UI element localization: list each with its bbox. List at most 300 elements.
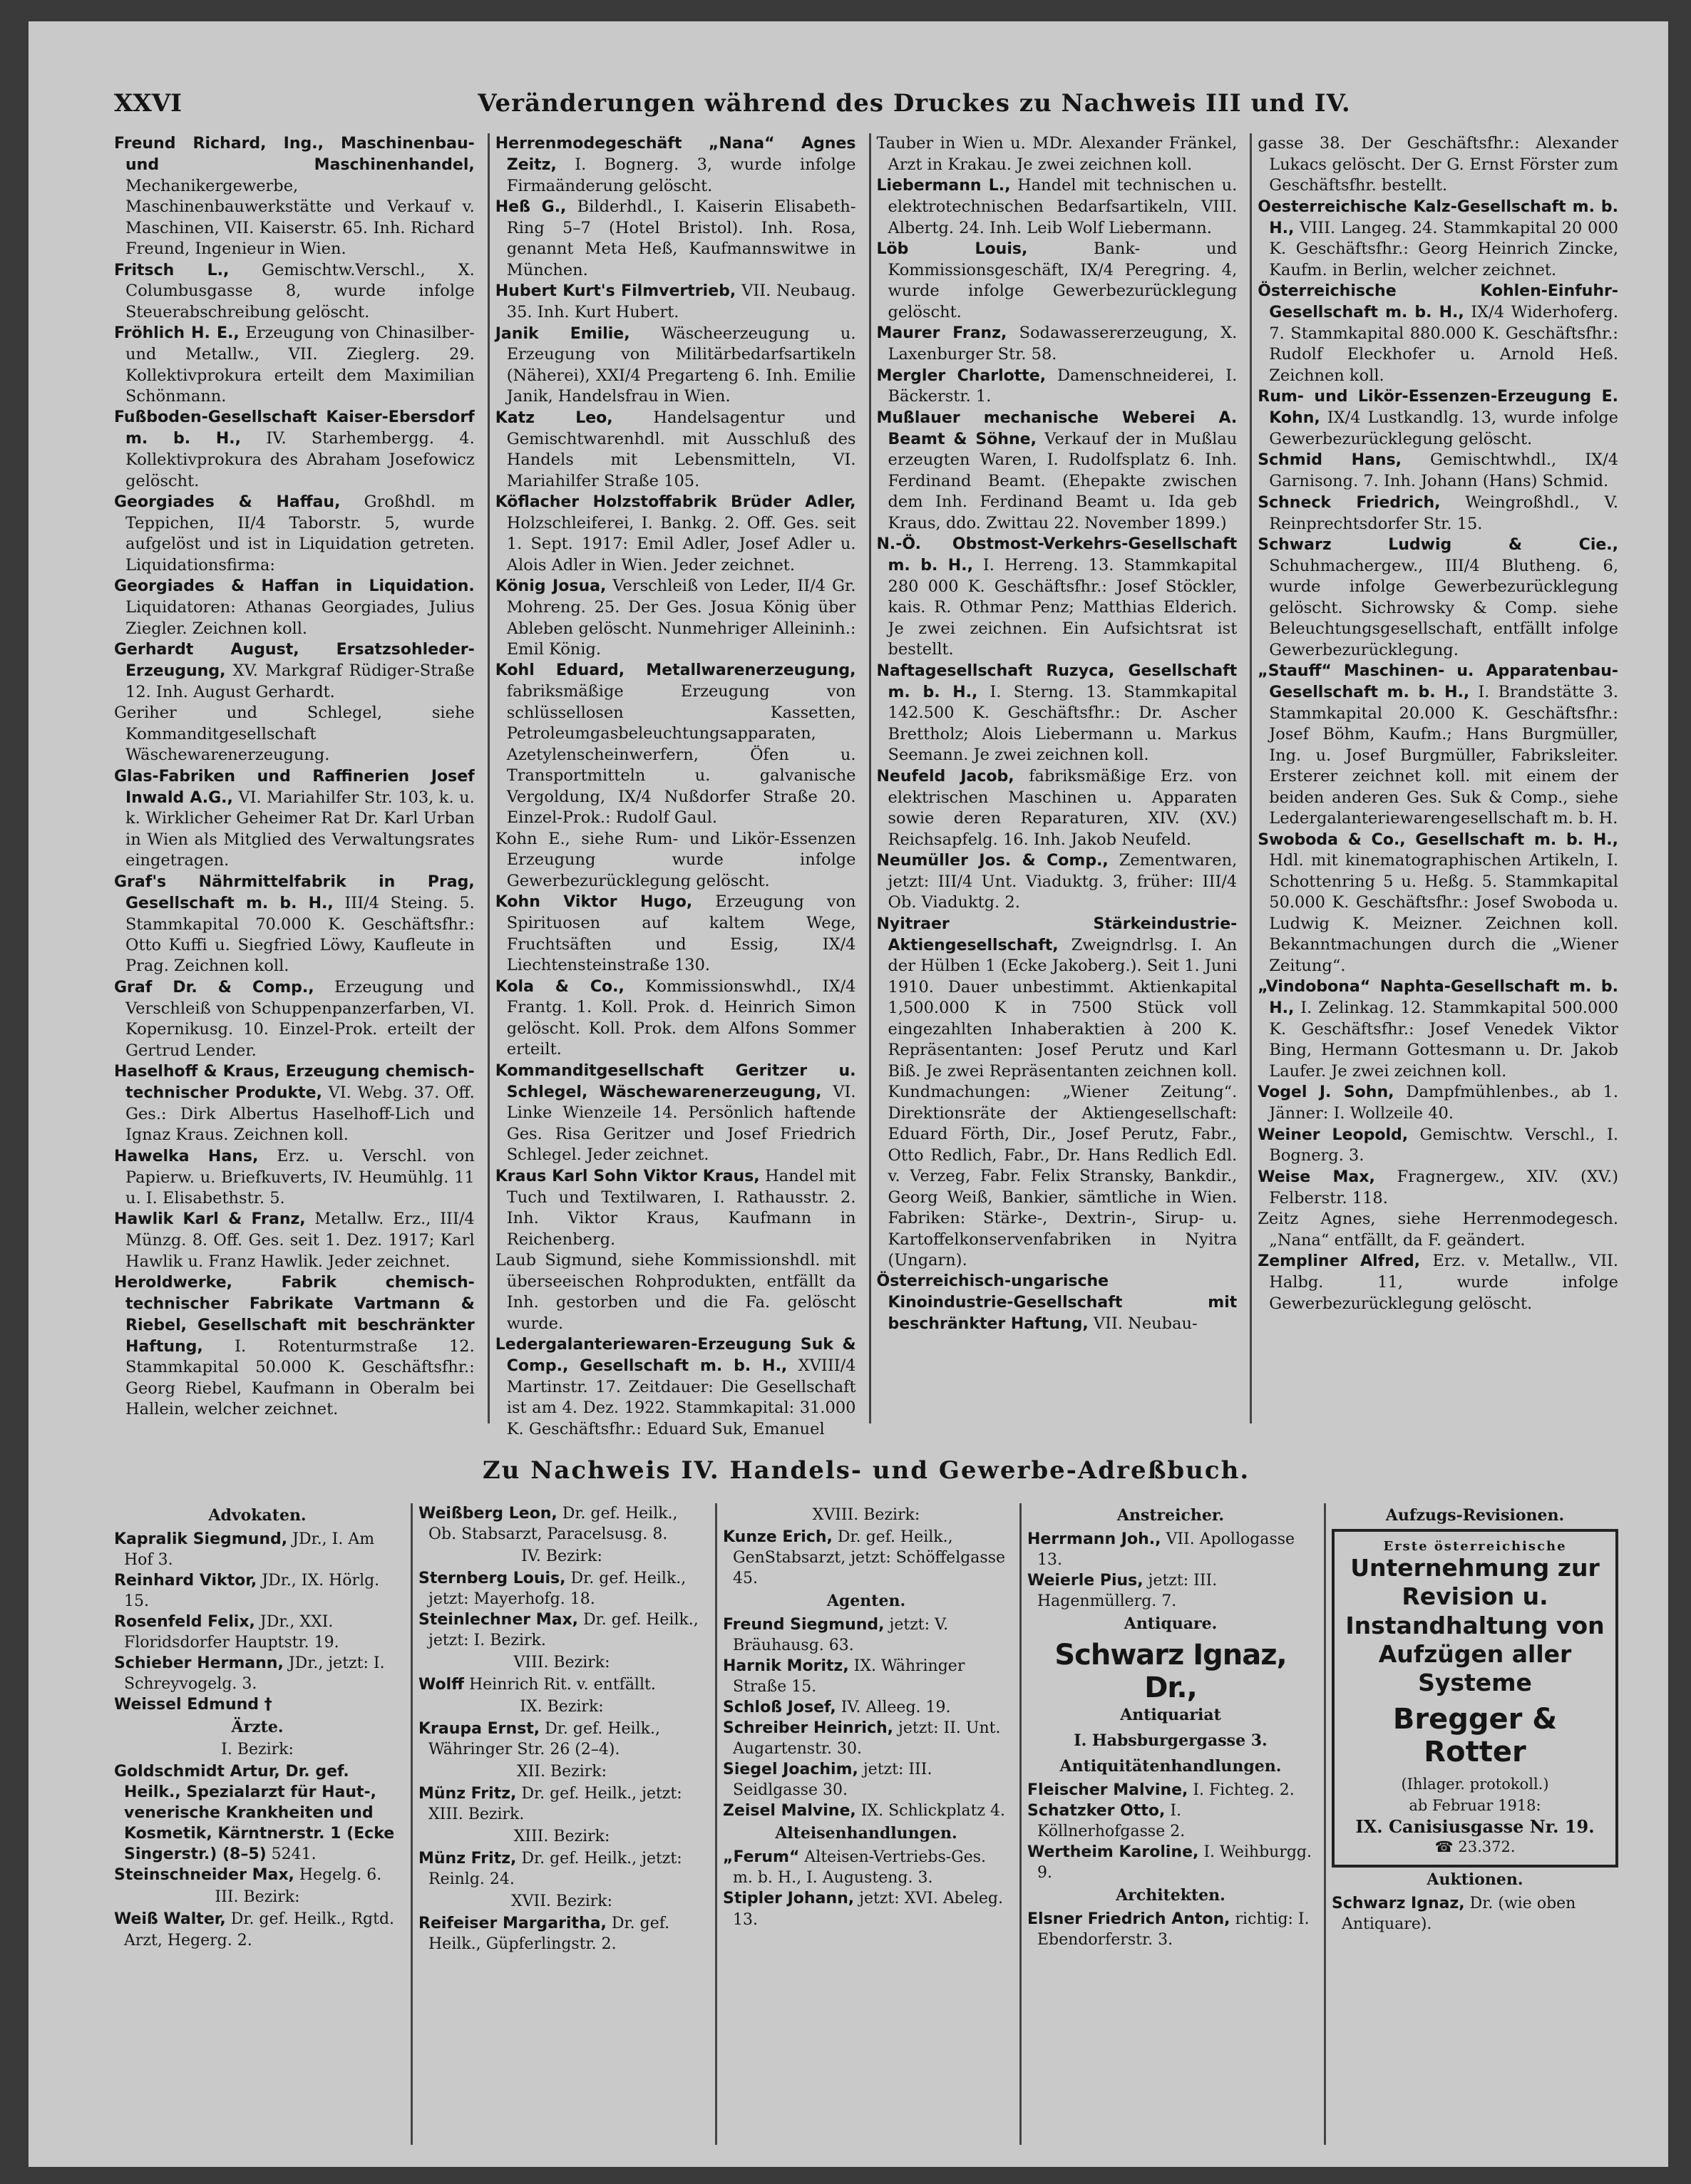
list-aerzte-top <box>418 1503 705 1545</box>
entry-name: Janik Emilie, <box>495 324 630 343</box>
list-entry <box>495 133 856 197</box>
bottom-column-4 <box>1019 1503 1314 2145</box>
entry-name: Weissel Edmund † <box>114 1696 272 1714</box>
entry-name: Herrenmodegeschäft „Nana“ Agnes Zeitz, <box>495 135 856 174</box>
entry-name: Schreiber Heinrich, <box>723 1719 894 1738</box>
heading-architekten: Architekten. <box>1116 1886 1225 1905</box>
list-alteisen <box>723 1847 1009 1930</box>
list-entry <box>723 1718 1009 1759</box>
list-entry <box>1258 1209 1618 1251</box>
entry-name: Zempliner Alfred, <box>1258 1252 1421 1271</box>
list-entry <box>877 323 1238 365</box>
entry-text: Gemischtwhdl., IX/4 Garnisong. 7. Inh. Johann (Hans) Schmid. <box>1269 450 1619 491</box>
running-header <box>114 89 1618 118</box>
entry-name: Hawlik Karl & Franz, <box>114 1210 306 1229</box>
list-entry <box>114 1146 475 1210</box>
entry-text: I. Zelinkag. 12. Stammkapital 500.000 K. Geschäftsfhr.: Josef Venedek Viktor Bing, Hermann Gottesmann u. Dr. Jakob Laufer. Je zwei zeichnen koll. <box>1269 999 1618 1081</box>
ad-note: (Ihlager. protokoll.) <box>1401 1776 1549 1793</box>
entry-text: fabriksmäßige Erz. von elektrischen Maschinen u. Apparaten sowie deren Reparaturen, XIV. (XV.) Reichsapfelg. 16. Inh. Jakob Neufeld. <box>888 766 1238 849</box>
entry-name: Glas-Fabriken und Raffinerien Josef Inwald A.G., <box>114 767 475 807</box>
entry-name: Kraupa Ernst, <box>418 1720 540 1739</box>
district-label: XVII. Bezirk: <box>511 1892 612 1911</box>
list-entry <box>495 1061 856 1166</box>
entry-name: Vogel J. Sohn, <box>1258 1083 1394 1102</box>
entry-text: JDr., XXI. Floridsdorfer Hauptstr. 19. <box>124 1613 339 1652</box>
list-entry <box>114 1865 401 1885</box>
entry-name: Heroldwerke, Fabrik chemisch-technischer Fabrikate Vartmann & Riebel, Gesellschaft mit beschränkter Haftung, <box>114 1274 475 1356</box>
list-entry <box>114 492 475 576</box>
list-entry <box>1027 1909 1314 1950</box>
list-entry <box>877 914 1238 1272</box>
entry-name: Georgiades & Haffau, <box>114 493 341 512</box>
entry-name: Kola & Co., <box>495 977 625 996</box>
list-entry <box>723 1759 1009 1801</box>
list-architekten <box>1027 1909 1314 1950</box>
entry-name: Herrmann Joh., <box>1027 1530 1161 1548</box>
entry-name: Mußlauer mechanische Weberei A. Beamt & Söhne, <box>876 408 1238 448</box>
list-entry <box>114 407 475 492</box>
ad-phone-number: 23.372. <box>1458 1838 1516 1856</box>
column-4 <box>1250 133 1618 1423</box>
entry-name: Heß G., <box>495 198 567 217</box>
district-groups <box>418 1547 705 1954</box>
heading-aerzte: Ärzte. <box>231 1718 284 1737</box>
entry-name: Rum- und Likör-Essenzen-Erzeugung E. Kohn, <box>1258 388 1618 428</box>
list-entry <box>723 1847 1009 1888</box>
column-1 <box>114 133 475 1423</box>
list-entry <box>1258 281 1618 386</box>
list-entry <box>495 660 856 828</box>
list-entry <box>1027 1801 1314 1842</box>
entry-text: Sodawassererzeugung, X. Laxenburger Str. 58. <box>888 324 1238 364</box>
entry-text: VI. Webg. 37. Off. Ges.: Dirk Albertus Haselhoff-Lich und Ignaz Kraus. Zeichnen koll. <box>125 1083 475 1145</box>
entry-name: Kunze Erich, <box>723 1528 833 1546</box>
entry-text: Handel mit Tuch und Textilwaren, I. Rathausstr. 2. Inh. Viktor Kraus, Kaufmann in Reichenberg. <box>506 1166 856 1249</box>
entry-text: Holzschleiferei, I. Bankg. 2. Off. Ges. seit 1. Sept. 1917: Emil Adler, Josef Adler u. Alois Adler in Wien. Jeder zeichnet. <box>506 513 856 575</box>
entry-text: VIII. Langeg. 24. Stammkapital 20 000 K. Geschäftsfhr.: Georg Heinrich Zincke, Kaufm. in Berlin, welcher zeichnet. <box>1269 218 1618 279</box>
list-entry <box>418 1913 705 1954</box>
entry-name: Elsner Friedrich Anton, <box>1027 1910 1230 1929</box>
list-entry <box>877 175 1238 239</box>
ad-firm: Bregger & Rotter <box>1392 1703 1558 1769</box>
list-aerzte-18 <box>723 1527 1009 1589</box>
entry-text: Liquidatoren: Athanas Georgiades, Julius Ziegler. Zeichnen koll. <box>125 598 475 638</box>
entry-text: Dr. gef. Heilk., jetzt: Reinlg. 24. <box>428 1850 682 1889</box>
entry-name: Goldschmidt Artur, Dr. gef. Heilk., Spezialarzt für Haut-, venerische Krankheiten und Kosmetik, Kärntnerstr. 1 (Ecke Singerstr.) (8–5) <box>114 1763 395 1864</box>
heading-antiquitaeten: Antiquitätenhandlungen. <box>1059 1757 1282 1776</box>
entry-text: Zementwaren, jetzt: III/4 Unt. Viaduktg. 3, früher: III/4 Ob. Viaduktg. 2. <box>888 851 1238 912</box>
entry-text: Kommissionswhdl., IX/4 Frantg. 1. Koll. Prok. d. Heinrich Simon gelöscht. Koll. Prok. dem Alfons Sommer erteilt. <box>506 977 856 1059</box>
entry-text: Erzeugung von Chinasilber- und Metallw., VII. Zieglerg. 29. Kollektivprokura erteilt dem Maximilian Schönmann. <box>125 324 475 406</box>
entry-name: König Josua, <box>495 577 607 596</box>
entry-text: Dr. gef. Heilk., Rgtd. Arzt, Hegerg. 2. <box>124 1910 395 1949</box>
entry-text: Handelsagentur und Gemischtwarenhdl. mit Ausschluß des Handels mit Lebensmitteln, VI. Mariahilfer Straße 105. <box>506 408 856 490</box>
list-entry <box>1258 661 1618 829</box>
list-entry <box>723 1656 1009 1697</box>
list-entry <box>495 1334 856 1440</box>
bottom-columns <box>114 1503 1618 2145</box>
list-entry <box>723 1527 1009 1589</box>
entry-text: Dr. gef. Heilk., Währinger Str. 26 (2–4). <box>428 1720 660 1759</box>
entry-name: Wolff <box>418 1676 464 1694</box>
list-entry <box>114 260 475 324</box>
entry-name: Freund Richard, Ing., Maschinenbau- und Maschinenhandel, <box>114 135 475 174</box>
entry-name: Schloß Josef, <box>723 1699 836 1717</box>
entry-name: Ledergalanteriewaren-Erzeugung Suk & Comp., Gesellschaft m. b. H., <box>495 1336 856 1376</box>
entry-name: Münz Fritz, <box>418 1850 517 1868</box>
entry-text: Zeitz Agnes, siehe Herrenmodegesch. „Nana“ entfällt, da F. geändert. <box>1258 1210 1618 1250</box>
list-entry <box>495 281 856 323</box>
entry-text: Weingroßhdl., V. Reinprechtsdorfer Str. 15. <box>1269 493 1618 533</box>
entry-text: III/4 Steing. 5. Stammkapital 70.000 K. Geschäftsfhr.: Otto Kuffi u. Siegfried Löwy, Kaufleute in Prag. Zeichnen koll. <box>125 893 475 976</box>
heading-agenten: Agenten. <box>826 1592 906 1611</box>
entry-name: Schwarz Ignaz, <box>1332 1895 1465 1913</box>
entry-text: Bank- und Kommissionsgeschäft, IX/4 Peregring. 4, wurde infolge Gewerbezurücklegung gelöscht. <box>888 239 1238 321</box>
entry-name: Kohl Eduard, Metallwarenerzeugung, <box>495 661 856 680</box>
bottom-column-3 <box>715 1503 1009 2145</box>
entry-text: IX/4 Widerhoferg. 7. Stammkapital 880.000 K. Geschäftsfhr.: Rudolf Eleckhofer u. Arnold Heß. Zeichnen koll. <box>1269 303 1618 385</box>
district-label: XIII. Bezirk: <box>513 1828 610 1846</box>
entry-text: Bilderhdl., I. Kaiserin Elisabeth-Ring 5–7 (Hotel Bristol). Inh. Rosa, genannt Meta Heß, Kaufmannswitwe in München. <box>506 197 856 279</box>
list-aerzte-1 <box>114 1761 401 1885</box>
list-entry <box>418 1674 705 1695</box>
entry-text: Dr. gef. Heilk., jetzt: XIII. Bezirk. <box>428 1785 682 1824</box>
list-entry <box>114 1570 401 1612</box>
heading-alteisen: Alteisenhandlungen. <box>775 1824 957 1843</box>
entry-name: Nyitraer Stärkeindustrie-Aktiengesellschaft, <box>876 915 1238 954</box>
entry-text: IX. Schlickplatz 4. <box>855 1802 1006 1820</box>
entry-name: Löb Louis, <box>876 240 1028 259</box>
list-entry <box>114 703 475 766</box>
entry-name: Oesterreichische Kalz-Gesellschaft m. b. H., <box>1258 197 1618 237</box>
list-entry <box>114 977 475 1061</box>
entry-name: Kapralik Siegmund, <box>114 1530 288 1548</box>
district-label: IV. Bezirk: <box>521 1547 602 1566</box>
entry-name: Neufeld Jacob, <box>876 767 1014 785</box>
list-entry <box>114 1209 475 1272</box>
list-entry <box>877 366 1238 408</box>
bottom-column-5 <box>1324 1503 1618 2145</box>
list-advokaten <box>114 1529 401 1715</box>
entry-text: XVIII/4 Martinstr. 17. Zeitdauer: Die Gesellschaft ist am 4. Dez. 1922. Stammkapital: 31.000 K. Geschäftsfhr.: Eduard Suk, Emanuel <box>506 1356 856 1438</box>
entry-name: Köflacher Holzstoffabrik Brüder Adler, <box>495 493 856 512</box>
list-entry <box>495 576 856 660</box>
entry-name: Reifeiser Margaritha, <box>418 1915 607 1933</box>
entry-text: I. Herreng. 13. Stammkapital 280 000 K. Geschäftsfhr.: Josef Stöckler, kais. R. Othmar Penz; Matthias Elderich. Je zwei zeichnen. Ein Aufsichtsrat ist bestellt. <box>888 556 1238 659</box>
entry-name: „Stauff“ Maschinen- u. Apparatenbau-Gesellschaft m. b. H., <box>1258 662 1618 701</box>
page-title: Veränderungen während des Druckes zu Nachweis III und IV. <box>478 89 1351 118</box>
entry-name: Maurer Franz, <box>876 324 1007 343</box>
entry-text: Damenschneiderei, I. Bäckerstr. 1. <box>888 366 1238 406</box>
entry-text: IV. Starhembergg. 4. Kollektivprokura des Abraham Josefowicz gelöscht. <box>125 429 475 490</box>
list-entry <box>877 408 1238 535</box>
entry-text: jetzt: V. Bräuhausg. 63. <box>733 1616 949 1655</box>
entry-name: Graf's Nährmittelfabrik in Prag, Gesellschaft m. b. H., <box>114 872 475 912</box>
entry-name: Österreichisch-ungarische Kinoindustrie-Gesellschaft mit beschränkter Haftung, <box>876 1272 1238 1334</box>
list-entry <box>495 829 856 892</box>
entry-text: Erzeugung und Verschleiß von Schuppenpanzerfarben, VI. Kopernikusg. 10. Einzel-Prok. erteilt der Gertrud Lender. <box>125 977 475 1060</box>
list-entry <box>114 1061 475 1146</box>
entry-name: Steinschneider Max, <box>114 1866 294 1885</box>
list-entry <box>1258 450 1618 492</box>
list-entry <box>114 1653 401 1694</box>
advertisement-box <box>1332 1529 1618 1868</box>
list-anstreicher <box>1027 1529 1314 1612</box>
entry-name: „Ferum“ <box>723 1848 800 1867</box>
entry-text: Geriher und Schlegel, siehe Kommanditgesellschaft Wäschewarenerzeugung. <box>114 704 475 765</box>
bottom-column-1 <box>114 1503 401 2145</box>
entry-name: Fröhlich H. E., <box>114 324 240 343</box>
entry-name: Sternberg Louis, <box>418 1570 566 1588</box>
list-entry <box>1258 1167 1618 1209</box>
ad-phone <box>1340 1837 1610 1858</box>
entry-name: Hawelka Hans, <box>114 1147 259 1165</box>
entry-name: Freund Siegmund, <box>723 1616 885 1634</box>
district-label: IX. Bezirk: <box>520 1698 604 1716</box>
entry-text: I. Rotenturmstraße 12. Stammkapital 50.000 K. Geschäftsfhr.: Georg Riebel, Kaufmann in Oberalm bei Hallein, welcher zeichnet. <box>125 1336 475 1419</box>
entry-text: Schuhmachergew., III/4 Blutheng. 6, wurde infolge Gewerbezurücklegung gelöscht. Sichrowsky & Comp. siehe Beleuchtungsgesellschaft, entfällt infolge Gewerbezurücklegung. <box>1269 556 1618 659</box>
entry-text: Wäscheerzeugung u. Erzeugung von Militärbedarfsartikeln (Näherei), XXI/4 Pregarteng 6. Inh. Emilie Janik, Handelsfrau in Wien. <box>506 324 856 406</box>
entry-text: VI. Linke Wienzeile 14. Persönlich haftende Ges. Risa Geritzer und Josef Friedrich Schlegel. Jeder zeichnet. <box>506 1082 856 1165</box>
ad-schwarz-sub: Antiquariat <box>1120 1706 1221 1725</box>
entry-name: Schieber Hermann, <box>114 1654 284 1673</box>
list-entry <box>1258 535 1618 661</box>
district-label: VIII. Bezirk: <box>513 1654 610 1672</box>
list-entry <box>114 872 475 977</box>
list-entry <box>495 408 856 492</box>
entry-text: Großhdl. m Teppichen, II/4 Taborstr. 5, wurde aufgelöst und ist in Liquidation getreten. Liquidationsfirma: <box>125 493 475 575</box>
list-entry <box>1027 1529 1314 1570</box>
list-entry <box>877 1271 1238 1334</box>
entry-text: jetzt: II. Unt. Augartenstr. 30. <box>733 1719 1001 1758</box>
ad-schwarz-address: I. Habsburgergasse 3. <box>1074 1731 1268 1751</box>
entry-text: Dampfmühlenbes., ab 1. Jänner: I. Wollzeile 40. <box>1269 1083 1618 1123</box>
ad-headline: Unternehmung zur Revision u. Instandhaltung von Aufzügen aller Systeme <box>1345 1554 1605 1696</box>
list-entry <box>495 492 856 576</box>
list-entry <box>1258 830 1618 977</box>
entry-name: Naftagesellschaft Ruzyca, Gesellschaft m. b. H., <box>876 661 1238 701</box>
entry-name: Gerhardt August, Ersatzsohleder-Erzeugung, <box>114 641 475 680</box>
entry-text: jetzt: III. Hagenmüllerg. 7. <box>1037 1572 1218 1611</box>
entry-name: N.-Ö. Obstmost-Verkehrs-Gesellschaft m. b. H., <box>876 535 1238 575</box>
list-entry <box>418 1719 705 1760</box>
list-entry <box>114 1694 401 1715</box>
entry-name: Fleischer Malvine, <box>1027 1781 1188 1800</box>
entry-text: Erz. u. Verschl. von Papierw. u. Briefkuverts, IV. Heumühlg. 11 u. I. Elisabethstr. 5. <box>125 1146 475 1207</box>
list-auktionen <box>1332 1893 1618 1935</box>
page <box>29 21 1668 2167</box>
entry-text: Gemischtw.Verschl., X. Columbusgasse 8, wurde infolge Steuerabschreibung gelöscht. <box>125 260 475 321</box>
list-entry <box>1258 493 1618 535</box>
ad-address: IX. Canisiusgasse Nr. 19. <box>1355 1816 1595 1838</box>
list-entry <box>723 1614 1009 1656</box>
entry-name: Zeisel Malvine, <box>723 1802 856 1820</box>
list-entry <box>418 1848 705 1890</box>
entry-text: Dr. gef. Heilk., Güpferlingstr. 2. <box>428 1915 670 1954</box>
list-entry <box>1027 1780 1314 1801</box>
list-entry <box>114 1272 475 1421</box>
list-entry <box>114 639 475 703</box>
entry-text: fabriksmäßige Erzeugung von schlüssellosen Kassetten, Petroleumgasbeleuchtungsapparaten, Azetylenscheinwerfern, Öfen u. Transportmitteln u. galvanische Vergoldung, IX/4 Nußdorfer Straße 20. Einzel-Prok.: Rudolf Gaul. <box>506 682 856 828</box>
entry-name: Siegel Joachim, <box>723 1761 858 1779</box>
entry-name: Neumüller Jos. & Comp., <box>876 852 1109 870</box>
entry-name: Haselhoff & Kraus, Erzeugung chemisch-technischer Produkte, <box>114 1063 475 1102</box>
entry-text: Dr. gef. Heilk., jetzt: I. Bezirk. <box>428 1611 699 1650</box>
column-3 <box>869 133 1238 1423</box>
entry-text: Dr. (wie oben Antiquare). <box>1342 1895 1576 1934</box>
list-entry <box>418 1568 705 1609</box>
section-title: Zu Nachweis IV. Handels- und Gewerbe-Adreßbuch. <box>482 1456 1250 1485</box>
entry-text: Heinrich Rit. v. entfällt. <box>463 1676 656 1694</box>
district-label: I. Bezirk: <box>221 1741 294 1759</box>
entry-name: Harnik Moritz, <box>723 1657 849 1676</box>
entry-text: I. Weihburgg. 9. <box>1037 1843 1312 1882</box>
entry-text: VII. Apollogasse 13. <box>1037 1530 1295 1570</box>
list-entry <box>495 324 856 408</box>
entry-name: Wertheim Karoline, <box>1027 1843 1199 1862</box>
entry-name: Stipler Johann, <box>723 1890 855 1908</box>
entry-text: Alteisen-Vertriebs-Ges. m. b. H., I. Augusteng. 3. <box>733 1848 987 1887</box>
page-number: XXVI <box>114 89 183 118</box>
entry-name: Kommanditgesellschaft Geritzer u. Schlegel, Wäschewarenerzeugung, <box>495 1061 856 1101</box>
list-entry <box>1258 1125 1618 1167</box>
entry-name: Swoboda & Co., Gesellschaft m. b. H., <box>1258 830 1618 849</box>
ad-line1: Erste österreichische <box>1383 1539 1567 1554</box>
list-entry <box>1258 1082 1618 1124</box>
column-2 <box>488 133 856 1438</box>
entry-text: Handel mit technischen u. elektrotechnischen Bedarfsartikeln, VIII. Albertg. 24. Inh. Leib Wolf Liebermann. <box>888 176 1238 237</box>
entry-text: Laub Sigmund, siehe Kommissionshdl. mit überseeischen Rohprodukten, entfällt da Inh. gestorben und die Fa. gelöscht wurde. <box>495 1251 856 1333</box>
entry-text: Fragnergew., XIV. (XV.) Felberstr. 118. <box>1269 1167 1619 1207</box>
list-entry <box>877 766 1238 850</box>
list-antiquitaeten <box>1027 1780 1314 1883</box>
list-entry <box>495 1166 856 1250</box>
entry-name: Schneck Friedrich, <box>1258 493 1441 512</box>
entry-text: JDr., I. Am Hof 3. <box>124 1530 375 1570</box>
entry-text: 5241. <box>266 1845 317 1864</box>
entry-text: IX. Währinger Straße 15. <box>733 1657 965 1696</box>
entry-text: I. Brandstätte 3. Stammkapital 20.000 K. Geschäftsfhr.: Josef Böhm, Kaufm.; Hans Burgmüller, Ing. u. Josef Burgmüller, Fabriksleiter. Ersterer zeichnet koll. mit einem der beiden anderen Ges. Suk & Comp., siehe Ledergalanteriewarengesellschaft m. b. H. <box>1269 682 1618 828</box>
entry-name: Liebermann L., <box>876 177 1011 195</box>
heading-antiquare: Antiquare. <box>1124 1614 1218 1634</box>
list-entry <box>114 133 475 260</box>
list-entry <box>723 1801 1009 1821</box>
entry-name: Weiß Walter, <box>114 1910 226 1929</box>
entry-text: I. Sterng. 13. Stammkapital 142.500 K. Geschäftsfhr.: Dr. Ascher Brettholz; Alois Liebermann u. Markus Seemann. Je zwei zeichnen koll. <box>888 682 1238 765</box>
entry-name: Weiner Leopold, <box>1258 1126 1409 1144</box>
phone-icon: ☎ <box>1434 1838 1459 1856</box>
entry-name: Kohn Viktor Hugo, <box>495 893 693 912</box>
list-entry <box>114 323 475 407</box>
entry-name: Georgiades & Haffan in Liquidation. <box>114 577 475 596</box>
list-entry <box>1258 197 1618 282</box>
list-entry <box>495 892 856 976</box>
list-entry <box>418 1609 705 1651</box>
list-entry <box>114 1612 401 1653</box>
list-entry <box>114 1529 401 1570</box>
entry-name: Österreichische Kohlen-Einfuhr-Gesellschaft m. b. H., <box>1258 282 1618 322</box>
entry-text: VI. Mariahilfer Str. 103, k. u. k. Wirklicher Geheimer Rat Dr. Karl Urban in Wien als Mitglied des Verwaltungsrates eingetragen. <box>125 788 475 870</box>
list-entry <box>1258 386 1618 450</box>
entry-text: I. Bognerg. 3, wurde infolge Firmaänderung gelöscht. <box>506 155 856 195</box>
list-entry <box>877 661 1238 766</box>
district-label: XII. Bezirk: <box>516 1763 607 1781</box>
entry-text: Mechanikergewerbe, Maschinenbauwerkstätte und Verkauf v. Maschinen, VII. Kaiserstr. 65. Inh. Richard Freund, Ingenieur in Wien. <box>125 176 475 259</box>
list-entry <box>1258 977 1618 1082</box>
entry-text: Verschleiß von Leder, II/4 Gr. Mohreng. 25. Der Ges. Josua König über Ableben gelöscht. Nunmehriger Alleininh.: Emil König. <box>506 577 856 659</box>
list-entry <box>723 1888 1009 1930</box>
entry-text: jetzt: III. Seidlgasse 30. <box>733 1761 932 1800</box>
list-aerzte-3 <box>114 1909 401 1950</box>
entry-name: Rosenfeld Felix, <box>114 1613 255 1632</box>
entry-text: JDr., jetzt: I. Schreyvogelg. 3. <box>124 1654 385 1694</box>
district-label: XVIII. Bezirk: <box>812 1506 920 1524</box>
entry-name: Graf Dr. & Comp., <box>114 978 314 996</box>
heading-anstreicher: Anstreicher. <box>1116 1506 1225 1525</box>
list-entry <box>1027 1570 1314 1612</box>
ad-schwarz-name: Schwarz Ignaz, Dr., <box>1054 1639 1287 1705</box>
entry-name: Weierle Pius, <box>1027 1572 1143 1590</box>
entry-text: I. Fichteg. 2. <box>1188 1781 1295 1800</box>
list-entry <box>1332 1893 1618 1935</box>
list-entry <box>114 1761 401 1865</box>
entry-text: gasse 38. Der Geschäftsfhr.: Alexander Lukacs gelöscht. Der G. Ernst Förster zum Geschäftsfhr. bestellt. <box>1258 134 1618 195</box>
entry-text: Gemischtw. Verschl., I. Bognerg. 3. <box>1269 1125 1618 1165</box>
list-entry <box>418 1783 705 1825</box>
entry-text: IX/4 Lustkandlg. 13, wurde infolge Gewerbezurücklegung gelöscht. <box>1269 408 1618 448</box>
entry-text: jetzt: XVI. Abeleg. 13. <box>733 1890 1003 1929</box>
entry-name: Schatzker Otto, <box>1027 1802 1166 1820</box>
list-entry <box>877 133 1238 175</box>
list-entry <box>418 1503 705 1545</box>
entry-text: Kohn E., siehe Rum- und Likör-Essenzen Erzeugung wurde infolge Gewerbezurücklegung gelöscht. <box>495 829 856 890</box>
list-entry <box>877 239 1238 323</box>
list-entry <box>877 850 1238 914</box>
entry-name: Schwarz Ludwig & Cie., <box>1258 536 1618 554</box>
district-label: III. Bezirk: <box>215 1888 300 1907</box>
list-entry <box>1258 1251 1618 1314</box>
heading-auktionen: Auktionen. <box>1427 1870 1523 1890</box>
list-entry <box>1258 133 1618 197</box>
list-agenten <box>723 1614 1009 1821</box>
entry-text: IV. Alleeg. 19. <box>836 1699 951 1717</box>
entry-text: Metallw. Erz., III/4 Münzg. 8. Off. Ges. seit 1. Dez. 1917; Karl Hawlik u. Franz Hawlik. Jeder zeichnet. <box>125 1210 475 1271</box>
entry-text: Dr. gef. Heilk., jetzt: Mayerhofg. 18. <box>428 1570 687 1609</box>
entry-name: Katz Leo, <box>495 408 613 427</box>
entry-name: Hubert Kurt's Filmvertrieb, <box>495 282 736 301</box>
entry-name: Münz Fritz, <box>418 1785 517 1803</box>
list-entry <box>723 1697 1009 1718</box>
entry-text: JDr., IX. Hörlg. 15. <box>124 1572 380 1611</box>
heading-advokaten: Advokaten. <box>208 1506 307 1525</box>
entry-text: Hdl. mit kinematographischen Artikeln, I. Schottenring 5 u. Heßg. 5. Stammkapital 50.000 K. Geschäftsfhr.: Josef Swoboda u. Ludwig K. Meizner. Zeichnen koll. Bekanntmachungen durch die „Wiener Zeitung“. <box>1269 851 1618 975</box>
entry-name: Steinlechner Max, <box>418 1611 579 1629</box>
entry-text: Tauber in Wien u. MDr. Alexander Fränkel, Arzt in Krakau. Je zwei zeichnen koll. <box>876 134 1238 174</box>
list-entry <box>495 977 856 1061</box>
entry-text: Erzeugung von Spirituosen auf kaltem Wege, Fruchtsäften und Essig, IX/4 Liechtensteinstraße 130. <box>506 892 856 975</box>
entry-text: Dr. gef. Heilk., GenStabsarzt, jetzt: Schöffelgasse 45. <box>733 1528 1006 1588</box>
entry-name: Kraus Karl Sohn Viktor Kraus, <box>495 1167 760 1185</box>
top-columns <box>114 133 1619 1438</box>
list-entry <box>114 576 475 639</box>
entry-text: Verkauf der in Mußlau erzeugten Waren, I. Rudolfsplatz 6. Inh. Ferdinand Beamt. (Ehepakte zwischen dem Inh. Ferdinand Beamt u. Ida geb Kraus, ddo. Zwittau 22. November 1899.) <box>888 429 1238 532</box>
entry-name: Fußboden-Gesellschaft Kaiser-Ebersdorf m. b. H., <box>114 408 475 448</box>
list-entry <box>877 534 1238 661</box>
entry-name: „Vindobona“ Naphta-Gesellschaft m. b. H., <box>1258 978 1618 1018</box>
heading-aufzugs-revisionen: Aufzugs-Revisionen. <box>1385 1506 1565 1525</box>
entry-text: VII. Neubaug. 35. Inh. Kurt Hubert. <box>506 282 856 322</box>
entry-text: I. Köllnerhofgasse 2. <box>1037 1802 1186 1841</box>
